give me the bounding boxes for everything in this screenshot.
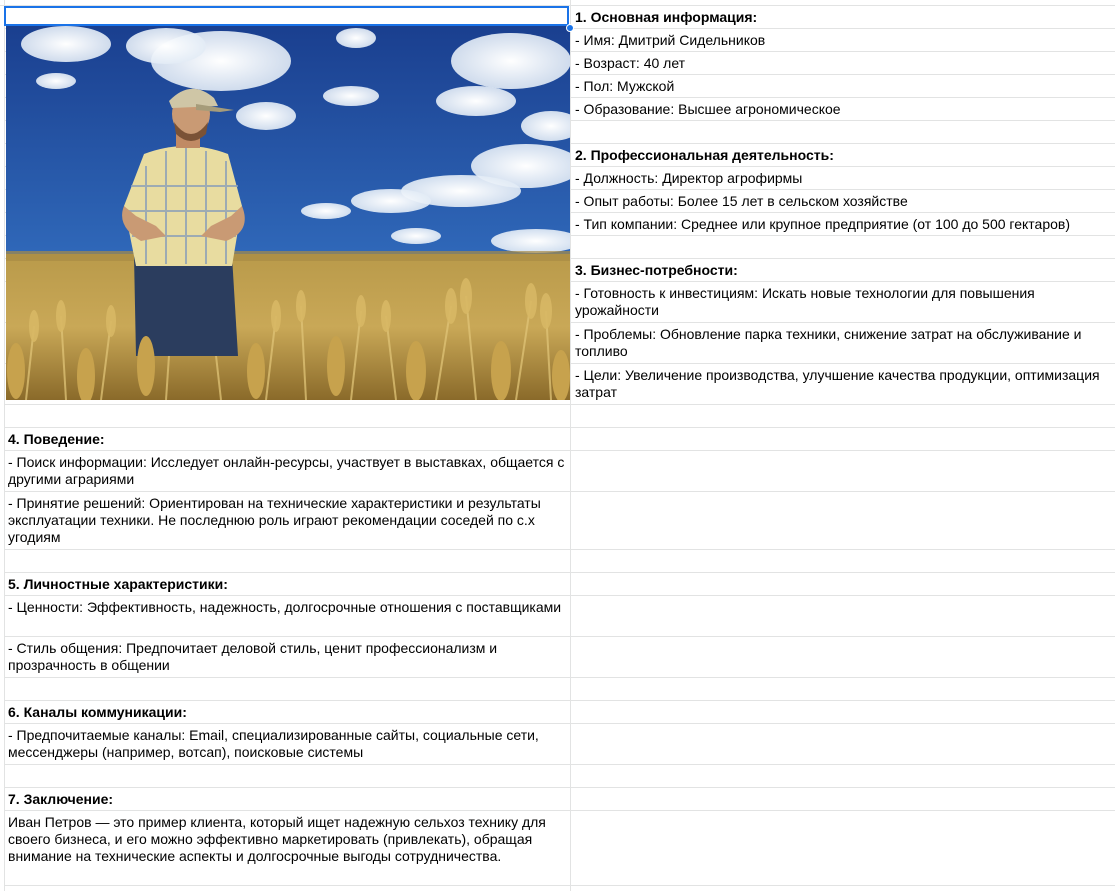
cell-text: - Пол: Мужской [575, 78, 675, 94]
cell-s2-experience[interactable] [571, 190, 1115, 213]
cell-text: - Готовность к инвестициям: Искать новые технологии для повышения урожайности [575, 285, 1039, 318]
cell-empty[interactable] [571, 811, 1115, 886]
section-title: 1. Основная информация: [575, 9, 758, 25]
cell-empty[interactable] [571, 236, 1115, 259]
cell-s5-title[interactable] [4, 573, 570, 596]
cell-empty[interactable] [4, 765, 570, 788]
cell-s1-name[interactable] [571, 29, 1115, 52]
grid-row [4, 405, 1115, 428]
cell-empty[interactable] [571, 405, 1115, 428]
cell-s3-title[interactable] [571, 259, 1115, 282]
cell-text: - Цели: Увеличение производства, улучшение качества продукции, оптимизация затрат [575, 367, 1104, 400]
cell-s4-search[interactable] [4, 451, 570, 492]
cell-s6-title[interactable] [4, 701, 570, 724]
grid-row [4, 788, 1115, 811]
cell-empty[interactable] [571, 788, 1115, 811]
cell-s3-problems[interactable] [571, 323, 1115, 364]
cell-text: - Образование: Высшее агрономическое [575, 101, 841, 117]
farmer-wheat-field-image[interactable] [6, 26, 570, 400]
cell-empty[interactable] [4, 550, 570, 573]
grid-row [4, 492, 1115, 550]
cell-s2-title[interactable] [571, 144, 1115, 167]
cell-empty[interactable] [571, 701, 1115, 724]
cell-empty[interactable] [571, 724, 1115, 765]
cell-text: - Должность: Директор агрофирмы [575, 170, 803, 186]
cell-s7-text[interactable] [4, 811, 570, 886]
cell-text: - Ценности: Эффективность, надежность, долгосрочные отношения с поставщиками [8, 599, 562, 615]
section-title: 6. Каналы коммуникации: [8, 704, 187, 720]
cell-empty[interactable] [4, 405, 570, 428]
cell-text: Иван Петров — это пример клиента, который ищет надежную сельхоз технику для своего бизнеса, и его можно эффективно маркетировать (привлекать), обращая внимание на технические аспекты и долгосрочные выгоды сотрудничества. [8, 814, 550, 864]
selected-cell-outline[interactable] [4, 6, 569, 26]
section-title: 7. Заключение: [8, 791, 114, 807]
cell-empty[interactable] [571, 451, 1115, 492]
cell-empty[interactable] [571, 492, 1115, 550]
cell-s7-title[interactable] [4, 788, 570, 811]
cell-s3-goals[interactable] [571, 364, 1115, 405]
grid-row [4, 811, 1115, 886]
cell-empty[interactable] [571, 637, 1115, 678]
cell-empty[interactable] [571, 428, 1115, 451]
cell-empty[interactable] [571, 550, 1115, 573]
cell-s1-gender[interactable] [571, 75, 1115, 98]
cell-s6-channels[interactable] [4, 724, 570, 765]
section-title: 2. Профессиональная деятельность: [575, 147, 834, 163]
cell-text: - Возраст: 40 лет [575, 55, 686, 71]
cell-s5-values[interactable] [4, 596, 570, 637]
grid-row [4, 678, 1115, 701]
cell-s2-company[interactable] [571, 213, 1115, 236]
cell-s5-style[interactable] [4, 637, 570, 678]
cell-s3-invest[interactable] [571, 282, 1115, 323]
cell-empty[interactable] [4, 678, 570, 701]
cell-empty[interactable] [571, 678, 1115, 701]
cell-text: - Поиск информации: Исследует онлайн-ресурсы, участвует в выставках, общается с другими аграриями [8, 454, 569, 487]
grid-row [4, 701, 1115, 724]
grid-row [4, 550, 1115, 573]
cell-s2-position[interactable] [571, 167, 1115, 190]
cell-text: - Предпочитаемые каналы: Email, специализированные сайты, социальные сети, мессенджеры (например, вотсап), поисковые системы [8, 727, 543, 760]
grid-row [4, 596, 1115, 637]
cell-text: - Имя: Дмитрий Сидельников [575, 32, 766, 48]
cell-text: - Принятие решений: Ориентирован на технические характеристики и результаты эксплуатации техники. Не последнюю роль играют рекомендации соседей по с.х угодиям [8, 495, 545, 545]
cell-text: - Стиль общения: Предпочитает деловой стиль, ценит профессионализм и прозрачность в общении [8, 640, 502, 673]
grid-row [4, 724, 1115, 765]
cell-empty[interactable] [571, 121, 1115, 144]
cell-text: - Тип компании: Среднее или крупное предприятие (от 100 до 500 гектаров) [575, 216, 1071, 232]
cell-s1-title[interactable] [571, 6, 1115, 29]
cell-s4-title[interactable] [4, 428, 570, 451]
cell-s1-age[interactable] [571, 52, 1115, 75]
grid-row [4, 451, 1115, 492]
fill-handle[interactable] [566, 24, 574, 32]
grid-row [4, 573, 1115, 596]
grid-row [4, 637, 1115, 678]
cell-empty[interactable] [571, 573, 1115, 596]
cell-text: - Опыт работы: Более 15 лет в сельском хозяйстве [575, 193, 908, 209]
section-title: 4. Поведение: [8, 431, 105, 447]
grid-row [4, 428, 1115, 451]
cell-empty[interactable] [571, 596, 1115, 637]
cell-s4-decisions[interactable] [4, 492, 570, 550]
cell-text: - Проблемы: Обновление парка техники, снижение затрат на обслуживание и топливо [575, 326, 1086, 359]
cell-empty[interactable] [571, 765, 1115, 788]
cell-s1-education[interactable] [571, 98, 1115, 121]
grid-row [4, 765, 1115, 788]
section-title: 3. Бизнес-потребности: [575, 262, 738, 278]
section-title: 5. Личностные характеристики: [8, 576, 228, 592]
